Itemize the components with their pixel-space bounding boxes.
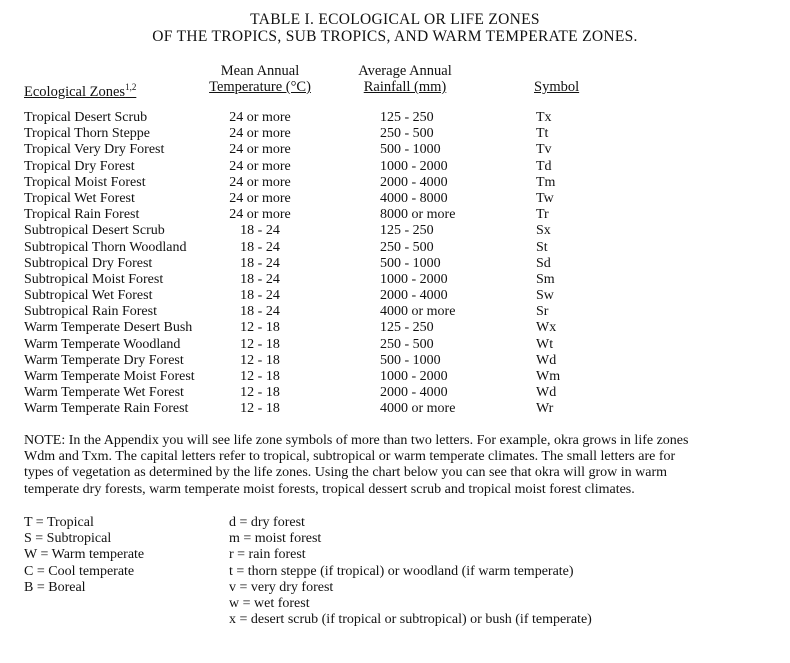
table-row <box>0 175 790 191</box>
rainfall-cell: 2000 - 4000 <box>380 174 448 190</box>
temperature-cell: 12 - 18 <box>240 336 280 352</box>
header-rainfall-line-2: Rainfall (mm) <box>363 79 447 95</box>
temperature-cell: 24 or more <box>229 142 291 158</box>
zone-cell: Warm Temperate Rain Forest <box>24 401 189 417</box>
table-row <box>0 159 790 175</box>
symbol-cell: Tt <box>536 126 549 142</box>
table-row <box>0 353 790 369</box>
legend-item: C = Cool temperate <box>24 563 135 579</box>
symbol-cell: Wr <box>536 401 554 417</box>
table-title-line-1: TABLE I. ECOLOGICAL OR LIFE ZONES <box>250 11 540 28</box>
legend-item: r = rain forest <box>229 547 306 563</box>
note-line: temperate dry forests, warm temperate moist forests, tropical dessert scrub and tropical moist forest climates. <box>24 481 635 497</box>
table-row <box>0 369 790 385</box>
note-paragraph <box>24 433 784 498</box>
legend-capital-letters <box>24 515 144 596</box>
zone-cell: Subtropical Rain Forest <box>24 304 157 320</box>
symbol-cell: Wd <box>536 385 557 401</box>
table-row <box>0 191 790 207</box>
temperature-cell: 24 or more <box>229 126 291 142</box>
header-symbol: Symbol <box>534 79 580 95</box>
temperature-cell: 18 - 24 <box>240 223 280 239</box>
table-row <box>0 272 790 288</box>
note-line: NOTE: In the Appendix you will see life zone symbols of more than two letters. For example, okra grows in life zones <box>24 433 689 448</box>
legend-small-letters <box>229 515 592 628</box>
temperature-cell: 12 - 18 <box>240 352 280 368</box>
table-row <box>0 223 790 239</box>
rainfall-cell: 250 - 500 <box>380 126 434 142</box>
temperature-cell: 24 or more <box>229 174 291 190</box>
legend-item: B = Boreal <box>24 579 86 595</box>
zone-cell: Subtropical Thorn Woodland <box>24 239 187 255</box>
symbol-cell: Sd <box>536 255 551 271</box>
legend-item: T = Tropical <box>24 515 94 530</box>
rainfall-cell: 250 - 500 <box>380 239 434 255</box>
zone-cell: Tropical Thorn Steppe <box>24 126 150 142</box>
temperature-cell: 24 or more <box>229 158 291 174</box>
zone-cell: Subtropical Dry Forest <box>24 255 153 271</box>
legend-item: W = Warm temperate <box>24 547 145 563</box>
rainfall-cell: 2000 - 4000 <box>380 385 448 401</box>
temperature-cell: 12 - 18 <box>240 385 280 401</box>
rainfall-cell: 4000 or more <box>380 304 456 320</box>
zone-cell: Tropical Moist Forest <box>24 174 146 190</box>
temperature-cell: 24 or more <box>229 207 291 223</box>
legend-item: d = dry forest <box>229 515 305 530</box>
rainfall-cell: 500 - 1000 <box>380 255 441 271</box>
zone-cell: Subtropical Desert Scrub <box>24 223 165 239</box>
rainfall-cell: 125 - 250 <box>380 223 434 239</box>
rainfall-cell: 8000 or more <box>380 207 456 223</box>
rainfall-cell: 125 - 250 <box>380 320 434 336</box>
rainfall-cell: 500 - 1000 <box>380 142 441 158</box>
rainfall-cell: 2000 - 4000 <box>380 288 448 304</box>
legend-item: v = very dry forest <box>229 579 334 595</box>
rainfall-cell: 1000 - 2000 <box>380 271 448 287</box>
temperature-cell: 12 - 18 <box>240 401 280 417</box>
note-line: types of vegetation as determined by the life zones. Using the chart below you can see that okra will grow in warm <box>24 465 668 481</box>
life-zone-table-body <box>0 110 790 418</box>
symbol-cell: Tr <box>536 207 549 223</box>
rainfall-cell: 1000 - 2000 <box>380 158 448 174</box>
table-row <box>0 110 790 126</box>
table-title-line-2: OF THE TROPICS, SUB TROPICS, AND WARM TEMPERATE ZONES. <box>152 28 638 45</box>
header-rainfall-line-1: Average Annual <box>358 63 452 79</box>
zone-cell: Tropical Rain Forest <box>24 207 140 223</box>
symbol-cell: Wd <box>536 352 557 368</box>
table-row <box>0 126 790 142</box>
table-row <box>0 288 790 304</box>
table-row <box>0 385 790 401</box>
zone-cell: Tropical Dry Forest <box>24 158 135 174</box>
table-row <box>0 142 790 158</box>
legend-item: m = moist forest <box>229 531 322 547</box>
rainfall-cell: 1000 - 2000 <box>380 369 448 384</box>
temperature-cell: 18 - 24 <box>240 239 280 255</box>
zone-cell: Warm Temperate Wet Forest <box>24 385 184 401</box>
header-zone-footnote: 1,2 <box>125 82 137 92</box>
rainfall-cell: 250 - 500 <box>380 336 434 352</box>
table-row <box>0 320 790 336</box>
temperature-cell: 18 - 24 <box>240 304 280 320</box>
table-row <box>0 207 790 223</box>
symbol-cell: Sm <box>536 271 555 287</box>
note-line: Wdm and Txm. The capital letters refer to tropical, subtropical or warm temperate climates. The small letters are for <box>24 449 676 465</box>
zone-cell: Warm Temperate Woodland <box>24 336 181 352</box>
header-temperature-line-1: Mean Annual <box>220 63 300 79</box>
symbol-cell: Wx <box>536 320 557 336</box>
legend-item: t = thorn steppe (if tropical) or woodland (if warm temperate) <box>229 563 574 579</box>
zone-cell: Subtropical Moist Forest <box>24 271 164 287</box>
zone-cell: Warm Temperate Dry Forest <box>24 352 184 368</box>
header-temperature-line-2: Temperature (°C) <box>209 79 311 95</box>
table-row <box>0 240 790 256</box>
symbol-cell: Tw <box>536 190 554 206</box>
zone-cell: Subtropical Wet Forest <box>24 288 153 304</box>
table-row <box>0 337 790 353</box>
temperature-cell: 18 - 24 <box>240 288 280 304</box>
temperature-cell: 24 or more <box>229 190 291 206</box>
symbol-cell: Tm <box>536 174 556 190</box>
symbol-cell: Sx <box>536 223 551 239</box>
temperature-cell: 18 - 24 <box>240 271 280 287</box>
symbol-cell: St <box>536 239 548 255</box>
rainfall-cell: 125 - 250 <box>380 110 434 125</box>
zone-cell: Tropical Wet Forest <box>24 190 135 206</box>
header-ecological-zones <box>24 79 136 100</box>
symbol-cell: Wm <box>536 369 561 384</box>
zone-cell: Tropical Very Dry Forest <box>24 142 165 158</box>
rainfall-cell: 500 - 1000 <box>380 352 441 368</box>
zone-cell: Warm Temperate Desert Bush <box>24 320 193 336</box>
legend-item: x = desert scrub (if tropical or subtropical) or bush (if temperate) <box>229 612 592 628</box>
rainfall-cell: 4000 or more <box>380 401 456 417</box>
symbol-cell: Sr <box>536 304 549 320</box>
symbol-cell: Td <box>536 158 552 174</box>
table-row <box>0 401 790 417</box>
symbol-cell: Wt <box>536 336 554 352</box>
temperature-cell: 24 or more <box>229 110 291 125</box>
temperature-cell: 12 - 18 <box>240 320 280 336</box>
legend-item: S = Subtropical <box>24 531 112 547</box>
symbol-cell: Tv <box>536 142 552 158</box>
header-zone-label: Ecological Zones <box>24 83 126 100</box>
temperature-cell: 12 - 18 <box>240 369 280 384</box>
zone-cell: Tropical Desert Scrub <box>24 110 148 125</box>
symbol-cell: Tx <box>536 110 552 125</box>
zone-cell: Warm Temperate Moist Forest <box>24 369 195 384</box>
legend-item: w = wet forest <box>229 596 310 612</box>
temperature-cell: 18 - 24 <box>240 255 280 271</box>
table-row <box>0 256 790 272</box>
symbol-cell: Sw <box>536 288 554 304</box>
rainfall-cell: 4000 - 8000 <box>380 190 448 206</box>
table-row <box>0 304 790 320</box>
